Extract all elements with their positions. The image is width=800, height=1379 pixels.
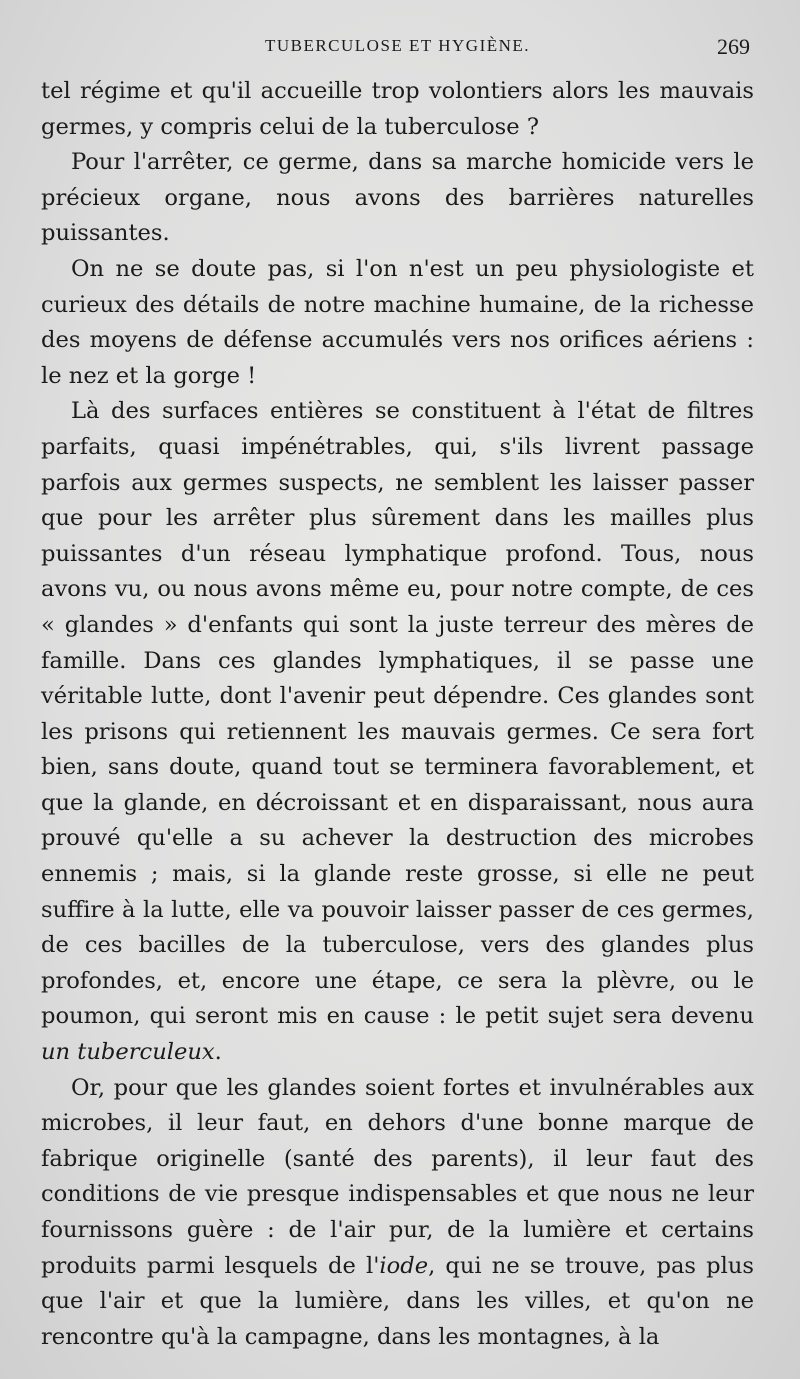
paragraph-continuation: tel régime et qu'il accueille trop volontiers alors les mauvais germes, y compris celui de la tuberculose ? [41,78,754,140]
paragraph: Pour l'arrêter, ce germe, dans sa marche homicide vers le précieux organe, nous avons des barrières naturelles puissantes. [41,149,754,247]
paragraph [41,1071,754,1356]
paragraph-text: Là des surfaces entières se constituent à l'état de filtres parfaits, quasi impénétrables, qui, s'ils livrent passage parfois aux germes suspects, ne semblent les laisser passer que pour les arrêter plus sûrement dans les mailles plus puissantes d'un réseau lymphatique profond. Tous, nous avons vu, ou nous avons même eu, pour notre compte, de ces « glandes » d'enfants qui sont la juste terreur des mères de famille. Dans ces glandes lymphatiques, il se passe une véritable lutte, dont l'avenir peut dépendre. Ces glandes sont les prisons qui retiennent les mauvais germes. Ce sera fort bien, sans doute, quand tout se terminera favorablement, et que la glande, en décroissant et en disparaissant, nous aura prouvé qu'elle a su achever la destruction des microbes ennemis ; mais, si la glande reste grosse, si elle ne peut suffire à la lutte, elle va pouvoir laisser passer de ces germes, de ces bacilles de la tuberculose, vers des glandes plus profondes, et, encore une étape, ce sera la plèvre, ou le poumon, qui seront mis en cause : le petit sujet sera devenu [41,398,754,1030]
running-title: TUBERCULOSE ET HYGIÈNE. [264,36,531,55]
page-number: 269 [717,34,750,59]
emphasis-text: un tuberculeux [41,1039,215,1066]
body-text [41,74,754,1355]
paragraph-text: . [214,1039,222,1066]
paragraph-text: , qui ne se trouve, pas plus que l'air et que la lumière, dans les villes, et qu'on ne rencontre qu'à la campagne, dans les montagnes, à la [41,1252,754,1350]
paragraph [41,394,754,1070]
paragraph: On ne se doute pas, si l'on n'est un peu physiologiste et curieux des détails de notre machine humaine, de la richesse des moyens de défense accumulés vers nos orifices aériens : le nez et la gorge ! [41,255,754,389]
emphasis-text: iode [379,1252,429,1279]
paragraph-text: Or, pour que les glandes soient fortes et invulnérables aux microbes, il leur faut, en dehors d'une bonne marque de fabrique originelle (santé des parents), il leur faut des conditions de vie presque indispensables et que nous ne leur fournissons guère : de l'air pur, de la lumière et certains produits parmi lesquels de l' [41,1074,754,1279]
running-head [41,36,754,66]
